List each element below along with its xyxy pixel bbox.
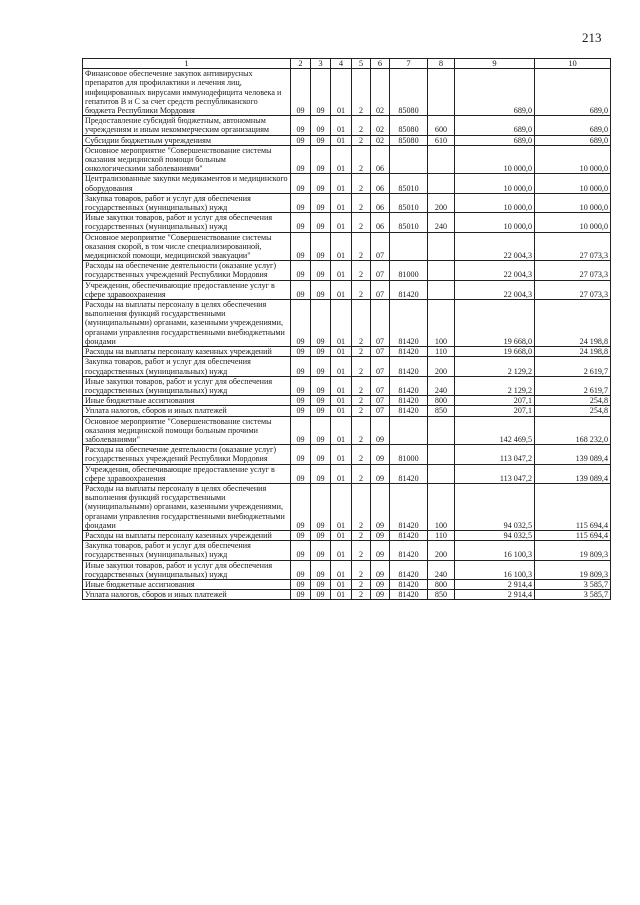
- amount-2019-cell: 3 585,7: [535, 590, 611, 600]
- code-cell-c3: 09: [311, 416, 331, 445]
- code-cell-c2: 09: [291, 530, 311, 540]
- code-cell-c5: 2: [352, 193, 371, 212]
- row-name-cell: Основное мероприятие "Совершенствование системы оказания скорой, в том числе специализированной, медицинской помощи, медицинской эвакуации": [83, 232, 291, 261]
- amount-2019-cell: 139 089,4: [535, 445, 611, 464]
- table-row: [83, 213, 611, 232]
- code-cell-c4: 01: [331, 213, 352, 232]
- code-cell-c2: 09: [291, 69, 311, 116]
- code-cell-c4: 01: [331, 541, 352, 560]
- code-cell-c6: 02: [371, 69, 390, 116]
- code-cell-c7: 81420: [390, 483, 428, 530]
- code-cell-c5: 2: [352, 280, 371, 299]
- row-name-cell: Уплата налогов, сборов и иных платежей: [83, 406, 291, 416]
- amount-2018-cell: 22 004,3: [455, 232, 535, 261]
- code-cell-c5: 2: [352, 300, 371, 347]
- amount-2018-cell: 689,0: [455, 135, 535, 145]
- code-cell-c6: 07: [371, 357, 390, 376]
- amount-2018-cell: 19 668,0: [455, 300, 535, 347]
- code-cell-c6: 09: [371, 445, 390, 464]
- code-cell-c2: 09: [291, 145, 311, 174]
- code-cell-c5: 2: [352, 530, 371, 540]
- code-cell-c6: 07: [371, 347, 390, 357]
- amount-2018-cell: 2 914,4: [455, 579, 535, 589]
- code-cell-c4: 01: [331, 300, 352, 347]
- code-cell-c7: 81420: [390, 300, 428, 347]
- row-name-cell: Закупка товаров, работ и услуг для обеспечения государственных (муниципальных) нужд: [83, 357, 291, 376]
- code-cell-c6: 06: [371, 213, 390, 232]
- amount-2018-cell: 94 032,5: [455, 530, 535, 540]
- code-cell-c7: 81420: [390, 280, 428, 299]
- table-row: [83, 145, 611, 174]
- code-cell-c8: 850: [428, 406, 455, 416]
- code-cell-c3: 09: [311, 300, 331, 347]
- code-cell-c4: 01: [331, 261, 352, 280]
- amount-2018-cell: 22 004,3: [455, 261, 535, 280]
- amount-2019-cell: 3 585,7: [535, 579, 611, 589]
- row-name-cell: Расходы на обеспечение деятельности (оказание услуг) государственных учреждений Республики Мордовия: [83, 445, 291, 464]
- amount-2018-cell: 16 100,3: [455, 541, 535, 560]
- code-cell-c8: [428, 145, 455, 174]
- code-cell-c8: 200: [428, 193, 455, 212]
- amount-2019-cell: 19 809,3: [535, 560, 611, 579]
- code-cell-c3: 09: [311, 396, 331, 406]
- amount-2018-cell: 2 914,4: [455, 590, 535, 600]
- code-cell-c6: 09: [371, 416, 390, 445]
- code-cell-c3: 09: [311, 445, 331, 464]
- code-cell-c4: 01: [331, 116, 352, 135]
- code-cell-c7: 81420: [390, 590, 428, 600]
- code-cell-c4: 01: [331, 396, 352, 406]
- amount-2019-cell: 689,0: [535, 69, 611, 116]
- code-cell-c2: 09: [291, 396, 311, 406]
- amount-2018-cell: 94 032,5: [455, 483, 535, 530]
- amount-2019-cell: 27 073,3: [535, 261, 611, 280]
- amount-2019-cell: 2 619,7: [535, 376, 611, 395]
- amount-2018-cell: 113 047,2: [455, 445, 535, 464]
- table-row: [83, 232, 611, 261]
- code-cell-c3: 09: [311, 406, 331, 416]
- code-cell-c7: 81420: [390, 376, 428, 395]
- code-cell-c5: 2: [352, 232, 371, 261]
- amount-2019-cell: 168 232,0: [535, 416, 611, 445]
- code-cell-c4: 01: [331, 280, 352, 299]
- code-cell-c7: 81000: [390, 261, 428, 280]
- header-cell: 10: [535, 59, 611, 69]
- row-name-cell: Учреждения, обеспечивающие предоставление услуг в сфере здравоохранения: [83, 464, 291, 483]
- row-name-cell: Расходы на выплаты персоналу в целях обеспечения выполнения функций государственными (муниципальными) органами, казенными учреждениями, органами управления государственными внебюджетными фондами: [83, 483, 291, 530]
- code-cell-c7: [390, 232, 428, 261]
- code-cell-c4: 01: [331, 416, 352, 445]
- table-row: [83, 300, 611, 347]
- row-name-cell: Основное мероприятие "Совершенствование системы оказания медицинской помощи больным прочими заболеваниями": [83, 416, 291, 445]
- row-name-cell: Расходы на выплаты персоналу казенных учреждений: [83, 530, 291, 540]
- code-cell-c8: [428, 445, 455, 464]
- code-cell-c2: 09: [291, 406, 311, 416]
- code-cell-c7: 85080: [390, 135, 428, 145]
- table-row: [83, 376, 611, 395]
- code-cell-c8: 110: [428, 347, 455, 357]
- amount-2018-cell: 207,1: [455, 406, 535, 416]
- code-cell-c2: 09: [291, 174, 311, 193]
- code-cell-c3: 09: [311, 116, 331, 135]
- amount-2019-cell: 24 198,8: [535, 347, 611, 357]
- amount-2018-cell: 689,0: [455, 116, 535, 135]
- code-cell-c5: 2: [352, 483, 371, 530]
- amount-2019-cell: 10 000,0: [535, 145, 611, 174]
- code-cell-c3: 09: [311, 464, 331, 483]
- table-row: [83, 590, 611, 600]
- amount-2019-cell: 254,8: [535, 396, 611, 406]
- code-cell-c4: 01: [331, 406, 352, 416]
- row-name-cell: Расходы на обеспечение деятельности (оказание услуг) государственных учреждений Республики Мордовия: [83, 261, 291, 280]
- code-cell-c3: 09: [311, 232, 331, 261]
- code-cell-c2: 09: [291, 590, 311, 600]
- code-cell-c4: 01: [331, 464, 352, 483]
- row-name-cell: Расходы на выплаты персоналу казенных учреждений: [83, 347, 291, 357]
- code-cell-c4: 01: [331, 135, 352, 145]
- code-cell-c6: 09: [371, 590, 390, 600]
- code-cell-c2: 09: [291, 135, 311, 145]
- amount-2019-cell: 27 073,3: [535, 280, 611, 299]
- amount-2019-cell: 254,8: [535, 406, 611, 416]
- code-cell-c3: 09: [311, 483, 331, 530]
- amount-2018-cell: 10 000,0: [455, 145, 535, 174]
- code-cell-c8: [428, 464, 455, 483]
- code-cell-c3: 09: [311, 261, 331, 280]
- code-cell-c5: 2: [352, 396, 371, 406]
- amount-2018-cell: 142 469,5: [455, 416, 535, 445]
- code-cell-c4: 01: [331, 560, 352, 579]
- row-name-cell: Иные бюджетные ассигнования: [83, 396, 291, 406]
- table-row: [83, 579, 611, 589]
- amount-2019-cell: 689,0: [535, 116, 611, 135]
- code-cell-c3: 09: [311, 193, 331, 212]
- code-cell-c3: 09: [311, 280, 331, 299]
- code-cell-c7: 85010: [390, 213, 428, 232]
- code-cell-c5: 2: [352, 116, 371, 135]
- row-name-cell: Уплата налогов, сборов и иных платежей: [83, 590, 291, 600]
- code-cell-c8: 800: [428, 579, 455, 589]
- code-cell-c4: 01: [331, 483, 352, 530]
- code-cell-c3: 09: [311, 357, 331, 376]
- code-cell-c2: 09: [291, 376, 311, 395]
- table-row: [83, 541, 611, 560]
- row-name-cell: Закупка товаров, работ и услуг для обеспечения государственных (муниципальных) нужд: [83, 541, 291, 560]
- code-cell-c8: 100: [428, 483, 455, 530]
- amount-2019-cell: 24 198,8: [535, 300, 611, 347]
- code-cell-c5: 2: [352, 406, 371, 416]
- code-cell-c8: 240: [428, 213, 455, 232]
- amount-2018-cell: 113 047,2: [455, 464, 535, 483]
- code-cell-c4: 01: [331, 174, 352, 193]
- amount-2019-cell: 10 000,0: [535, 193, 611, 212]
- table-row: [83, 193, 611, 212]
- table-row: [83, 406, 611, 416]
- code-cell-c7: 81420: [390, 530, 428, 540]
- code-cell-c6: 07: [371, 300, 390, 347]
- amount-2019-cell: 115 694,4: [535, 483, 611, 530]
- code-cell-c4: 01: [331, 445, 352, 464]
- amount-2018-cell: 2 129,2: [455, 376, 535, 395]
- code-cell-c8: 610: [428, 135, 455, 145]
- code-cell-c5: 2: [352, 174, 371, 193]
- code-cell-c8: [428, 416, 455, 445]
- header-cell: 6: [371, 59, 390, 69]
- code-cell-c8: [428, 174, 455, 193]
- table-body: [83, 69, 611, 600]
- table-row: [83, 416, 611, 445]
- code-cell-c4: 01: [331, 590, 352, 600]
- amount-2018-cell: 207,1: [455, 396, 535, 406]
- code-cell-c3: 09: [311, 530, 331, 540]
- code-cell-c5: 2: [352, 213, 371, 232]
- code-cell-c7: 81000: [390, 445, 428, 464]
- code-cell-c2: 09: [291, 213, 311, 232]
- row-name-cell: Иные закупки товаров, работ и услуг для обеспечения государственных (муниципальных) нужд: [83, 376, 291, 395]
- code-cell-c8: 600: [428, 116, 455, 135]
- table-row: [83, 135, 611, 145]
- table-row: [83, 261, 611, 280]
- code-cell-c6: 07: [371, 261, 390, 280]
- row-name-cell: Иные закупки товаров, работ и услуг для обеспечения государственных (муниципальных) нужд: [83, 213, 291, 232]
- budget-table: [82, 58, 611, 600]
- code-cell-c8: 100: [428, 300, 455, 347]
- amount-2018-cell: 16 100,3: [455, 560, 535, 579]
- code-cell-c2: 09: [291, 232, 311, 261]
- code-cell-c6: 09: [371, 530, 390, 540]
- amount-2018-cell: 2 129,2: [455, 357, 535, 376]
- code-cell-c6: 02: [371, 116, 390, 135]
- code-cell-c8: 240: [428, 560, 455, 579]
- code-cell-c3: 09: [311, 174, 331, 193]
- table-row: [83, 280, 611, 299]
- header-cell: 2: [291, 59, 311, 69]
- row-name-cell: Закупка товаров, работ и услуг для обеспечения государственных (муниципальных) нужд: [83, 193, 291, 212]
- page-number: 213: [582, 30, 602, 45]
- code-cell-c8: 240: [428, 376, 455, 395]
- amount-2019-cell: 689,0: [535, 135, 611, 145]
- code-cell-c7: 85080: [390, 69, 428, 116]
- code-cell-c5: 2: [352, 69, 371, 116]
- code-cell-c6: 09: [371, 579, 390, 589]
- row-name-cell: Расходы на выплаты персоналу в целях обеспечения выполнения функций государственными (муниципальными) органами, казенными учреждениями, органами управления государственными внебюджетными фондами: [83, 300, 291, 347]
- amount-2019-cell: 2 619,7: [535, 357, 611, 376]
- code-cell-c4: 01: [331, 347, 352, 357]
- amount-2019-cell: 139 089,4: [535, 464, 611, 483]
- code-cell-c6: 06: [371, 193, 390, 212]
- code-cell-c3: 09: [311, 69, 331, 116]
- code-cell-c5: 2: [352, 560, 371, 579]
- code-cell-c2: 09: [291, 347, 311, 357]
- amount-2018-cell: 689,0: [455, 69, 535, 116]
- table-row: [83, 396, 611, 406]
- code-cell-c8: [428, 280, 455, 299]
- code-cell-c6: 06: [371, 174, 390, 193]
- table-row: [83, 530, 611, 540]
- table-row: [83, 69, 611, 116]
- code-cell-c2: 09: [291, 579, 311, 589]
- amount-2018-cell: 19 668,0: [455, 347, 535, 357]
- code-cell-c8: 200: [428, 541, 455, 560]
- code-cell-c7: 85080: [390, 116, 428, 135]
- code-cell-c7: 81420: [390, 396, 428, 406]
- code-cell-c4: 01: [331, 232, 352, 261]
- table-row: [83, 347, 611, 357]
- header-cell: 9: [455, 59, 535, 69]
- code-cell-c4: 01: [331, 69, 352, 116]
- code-cell-c3: 09: [311, 590, 331, 600]
- code-cell-c4: 01: [331, 530, 352, 540]
- code-cell-c2: 09: [291, 261, 311, 280]
- code-cell-c4: 01: [331, 193, 352, 212]
- table-row: [83, 445, 611, 464]
- table-row: [83, 483, 611, 530]
- code-cell-c4: 01: [331, 357, 352, 376]
- code-cell-c6: 02: [371, 135, 390, 145]
- code-cell-c3: 09: [311, 213, 331, 232]
- amount-2019-cell: 27 073,3: [535, 232, 611, 261]
- code-cell-c7: 81420: [390, 357, 428, 376]
- header-cell: 1: [83, 59, 291, 69]
- row-name-cell: Основное мероприятие "Совершенствование системы оказания медицинской помощи больным онкологическими заболеваниями": [83, 145, 291, 174]
- code-cell-c6: 07: [371, 406, 390, 416]
- code-cell-c6: 06: [371, 145, 390, 174]
- code-cell-c2: 09: [291, 416, 311, 445]
- header-cell: 3: [311, 59, 331, 69]
- code-cell-c8: [428, 232, 455, 261]
- code-cell-c4: 01: [331, 145, 352, 174]
- code-cell-c5: 2: [352, 261, 371, 280]
- code-cell-c6: 07: [371, 396, 390, 406]
- code-cell-c3: 09: [311, 560, 331, 579]
- code-cell-c2: 09: [291, 116, 311, 135]
- code-cell-c8: 200: [428, 357, 455, 376]
- header-cell: 8: [428, 59, 455, 69]
- row-name-cell: Субсидии бюджетным учреждениям: [83, 135, 291, 145]
- code-cell-c7: 85010: [390, 174, 428, 193]
- amount-2018-cell: 10 000,0: [455, 174, 535, 193]
- amount-2018-cell: 10 000,0: [455, 193, 535, 212]
- code-cell-c5: 2: [352, 376, 371, 395]
- row-name-cell: Финансовое обеспечение закупок антивирусных препаратов для профилактики и лечения лиц, инфицированных вирусами иммунодефицита человека и гепатитов В и С за счет средств республиканского бюджета Республики Мордовия: [83, 69, 291, 116]
- code-cell-c2: 09: [291, 357, 311, 376]
- code-cell-c5: 2: [352, 541, 371, 560]
- code-cell-c7: 81420: [390, 560, 428, 579]
- table-row: [83, 174, 611, 193]
- code-cell-c4: 01: [331, 579, 352, 589]
- code-cell-c7: 85010: [390, 193, 428, 212]
- code-cell-c5: 2: [352, 579, 371, 589]
- code-cell-c3: 09: [311, 541, 331, 560]
- row-name-cell: Централизованные закупки медикаментов и медицинского оборудования: [83, 174, 291, 193]
- code-cell-c5: 2: [352, 135, 371, 145]
- row-name-cell: Иные бюджетные ассигнования: [83, 579, 291, 589]
- code-cell-c2: 09: [291, 445, 311, 464]
- code-cell-c2: 09: [291, 280, 311, 299]
- code-cell-c3: 09: [311, 135, 331, 145]
- code-cell-c8: [428, 261, 455, 280]
- code-cell-c6: 07: [371, 280, 390, 299]
- code-cell-c5: 2: [352, 347, 371, 357]
- row-name-cell: Предоставление субсидий бюджетным, автономным учреждениям и иным некоммерческим организациям: [83, 116, 291, 135]
- code-cell-c2: 09: [291, 464, 311, 483]
- code-cell-c6: 09: [371, 483, 390, 530]
- table-row: [83, 357, 611, 376]
- header-cell: 7: [390, 59, 428, 69]
- row-name-cell: Учреждения, обеспечивающие предоставление услуг в сфере здравоохранения: [83, 280, 291, 299]
- code-cell-c2: 09: [291, 300, 311, 347]
- amount-2019-cell: 19 809,3: [535, 541, 611, 560]
- table-row: [83, 116, 611, 135]
- code-cell-c6: 09: [371, 541, 390, 560]
- amount-2018-cell: 10 000,0: [455, 213, 535, 232]
- code-cell-c7: [390, 145, 428, 174]
- header-cell: 4: [331, 59, 352, 69]
- code-cell-c6: 07: [371, 232, 390, 261]
- code-cell-c3: 09: [311, 145, 331, 174]
- code-cell-c8: 800: [428, 396, 455, 406]
- code-cell-c6: 09: [371, 464, 390, 483]
- code-cell-c7: [390, 416, 428, 445]
- amount-2019-cell: 10 000,0: [535, 174, 611, 193]
- code-cell-c8: 110: [428, 530, 455, 540]
- table-row: [83, 560, 611, 579]
- code-cell-c7: 81420: [390, 406, 428, 416]
- header-row: [83, 59, 611, 69]
- code-cell-c7: 81420: [390, 579, 428, 589]
- amount-2019-cell: 10 000,0: [535, 213, 611, 232]
- code-cell-c4: 01: [331, 376, 352, 395]
- code-cell-c7: 81420: [390, 541, 428, 560]
- code-cell-c2: 09: [291, 483, 311, 530]
- amount-2018-cell: 22 004,3: [455, 280, 535, 299]
- code-cell-c3: 09: [311, 579, 331, 589]
- code-cell-c5: 2: [352, 145, 371, 174]
- code-cell-c2: 09: [291, 541, 311, 560]
- code-cell-c5: 2: [352, 464, 371, 483]
- code-cell-c5: 2: [352, 445, 371, 464]
- code-cell-c8: [428, 69, 455, 116]
- code-cell-c5: 2: [352, 590, 371, 600]
- code-cell-c7: 81420: [390, 464, 428, 483]
- code-cell-c2: 09: [291, 560, 311, 579]
- code-cell-c2: 09: [291, 193, 311, 212]
- row-name-cell: Иные закупки товаров, работ и услуг для обеспечения государственных (муниципальных) нужд: [83, 560, 291, 579]
- code-cell-c7: 81420: [390, 347, 428, 357]
- table-row: [83, 464, 611, 483]
- code-cell-c6: 07: [371, 376, 390, 395]
- code-cell-c5: 2: [352, 357, 371, 376]
- code-cell-c5: 2: [352, 416, 371, 445]
- code-cell-c3: 09: [311, 347, 331, 357]
- code-cell-c8: 850: [428, 590, 455, 600]
- code-cell-c3: 09: [311, 376, 331, 395]
- amount-2019-cell: 115 694,4: [535, 530, 611, 540]
- header-cell: 5: [352, 59, 371, 69]
- code-cell-c6: 09: [371, 560, 390, 579]
